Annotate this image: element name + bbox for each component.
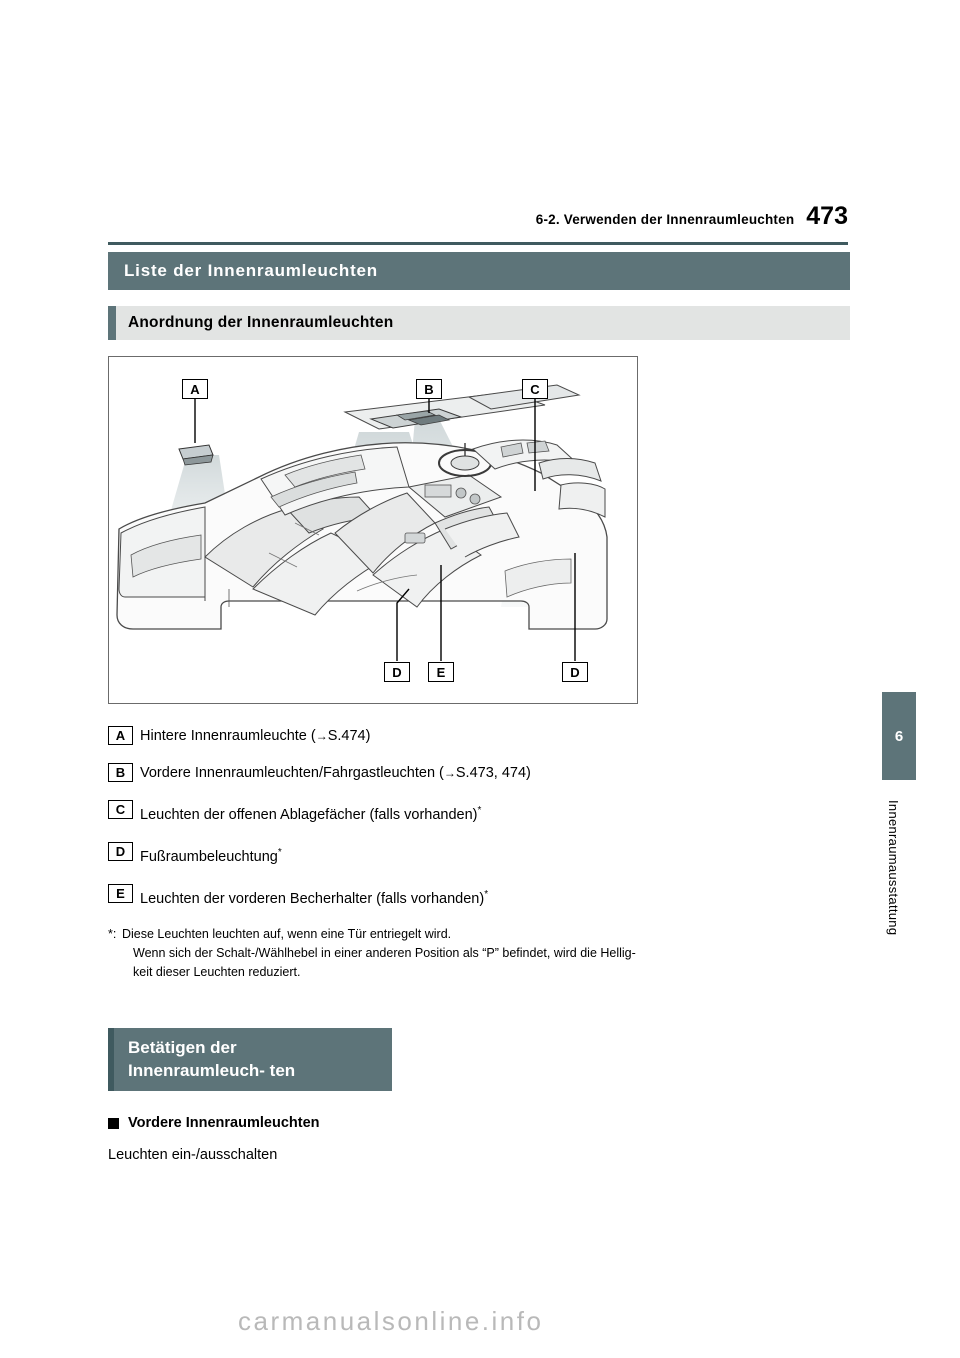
interior-lights-diagram bbox=[108, 356, 638, 704]
square-bullet-icon bbox=[108, 1118, 119, 1129]
vehicle-interior-illustration bbox=[109, 357, 637, 703]
legend-suffix-a: ) bbox=[365, 728, 371, 744]
legend-suffix-b: ) bbox=[526, 765, 531, 781]
page-number: 473 bbox=[806, 202, 848, 230]
legend-note-e: * bbox=[484, 888, 489, 900]
section2-body: Leuchten ein-/ausschalten bbox=[108, 1147, 278, 1164]
legend-item-b bbox=[108, 763, 850, 783]
legend-item-a bbox=[108, 726, 850, 746]
diagram-callout-d-right: D bbox=[562, 662, 588, 682]
legend-ref-a[interactable]: S.474 bbox=[327, 728, 366, 744]
breadcrumb: 6-2. Verwenden der Innenraumleuchten bbox=[535, 212, 795, 227]
legend-badge-c: C bbox=[108, 800, 133, 819]
page-header bbox=[0, 204, 960, 244]
section-title: Liste der Innenraumleuchten bbox=[108, 252, 850, 290]
legend-note-c: * bbox=[477, 805, 482, 816]
legend-badge-d: D bbox=[108, 842, 133, 861]
legend-text-e bbox=[140, 884, 488, 909]
chapter-tab bbox=[882, 692, 916, 780]
section-operating-lights bbox=[108, 1028, 850, 1163]
arrow-icon: → bbox=[443, 766, 456, 780]
footnote-line-1: Diese Leuchten leuchten auf, wenn eine Tür entriegelt wird. bbox=[122, 927, 452, 942]
arrow-icon: → bbox=[315, 729, 328, 743]
section2-heading bbox=[108, 1115, 850, 1131]
legend-label-c: Leuchten der offenen Ablagefächer (falls vorhanden) bbox=[140, 806, 478, 823]
footnote bbox=[108, 925, 850, 982]
diagram-callout-a: A bbox=[182, 379, 208, 399]
watermark: carmanualsonline.info bbox=[238, 1306, 544, 1336]
legend-label-d: Fußraumbeleuchtung bbox=[140, 848, 278, 865]
legend-item-c bbox=[108, 800, 850, 825]
diagram-callout-c: C bbox=[522, 379, 548, 399]
legend-item-d bbox=[108, 842, 850, 867]
legend-text-d bbox=[140, 842, 282, 867]
legend-note-d: * bbox=[277, 846, 282, 858]
section-subtitle: Anordnung der Innenraumleuchten bbox=[108, 306, 850, 340]
diagram-callout-d-left: D bbox=[384, 662, 410, 682]
legend-badge-e: E bbox=[108, 884, 133, 903]
section2-title: Betätigen der Innenraumleuch- ten bbox=[108, 1028, 392, 1091]
chapter-label: Innenraumausstattung bbox=[886, 800, 901, 936]
footnote-body bbox=[122, 925, 636, 982]
legend-ref-b[interactable]: S.473, 474 bbox=[455, 765, 527, 781]
section2-heading-label: Vordere Innenraumleuchten bbox=[128, 1115, 320, 1132]
footnote-line-3: keit dieser Leuchten reduziert. bbox=[133, 965, 301, 980]
legend-text-a bbox=[140, 726, 370, 746]
legend-text-b bbox=[140, 763, 531, 783]
legend-badge-b: B bbox=[108, 763, 133, 782]
legend-label-a: Hintere Innenraumleuchte ( bbox=[140, 728, 316, 744]
chapter-number: 6 bbox=[894, 727, 904, 745]
legend-text-c bbox=[140, 800, 481, 825]
header-inner bbox=[536, 204, 848, 229]
diagram-callout-e: E bbox=[428, 662, 454, 682]
main-content bbox=[108, 252, 850, 1163]
legend-badge-a: A bbox=[108, 726, 133, 745]
header-divider bbox=[108, 242, 848, 245]
legend-label-b: Vordere Innenraumleuchten/Fahrgastleuchten ( bbox=[140, 765, 444, 781]
legend-label-e: Leuchten der vorderen Becherhalter (falls vorhanden) bbox=[140, 890, 485, 907]
footnote-mark: *: bbox=[108, 927, 117, 942]
diagram-callout-b: B bbox=[416, 379, 442, 399]
legend-list bbox=[108, 726, 850, 982]
legend-item-e bbox=[108, 884, 850, 909]
footnote-line-2: Wenn sich der Schalt-/Wählhebel in einer anderen Position als “P” befindet, wird die Hellig- bbox=[133, 946, 636, 961]
